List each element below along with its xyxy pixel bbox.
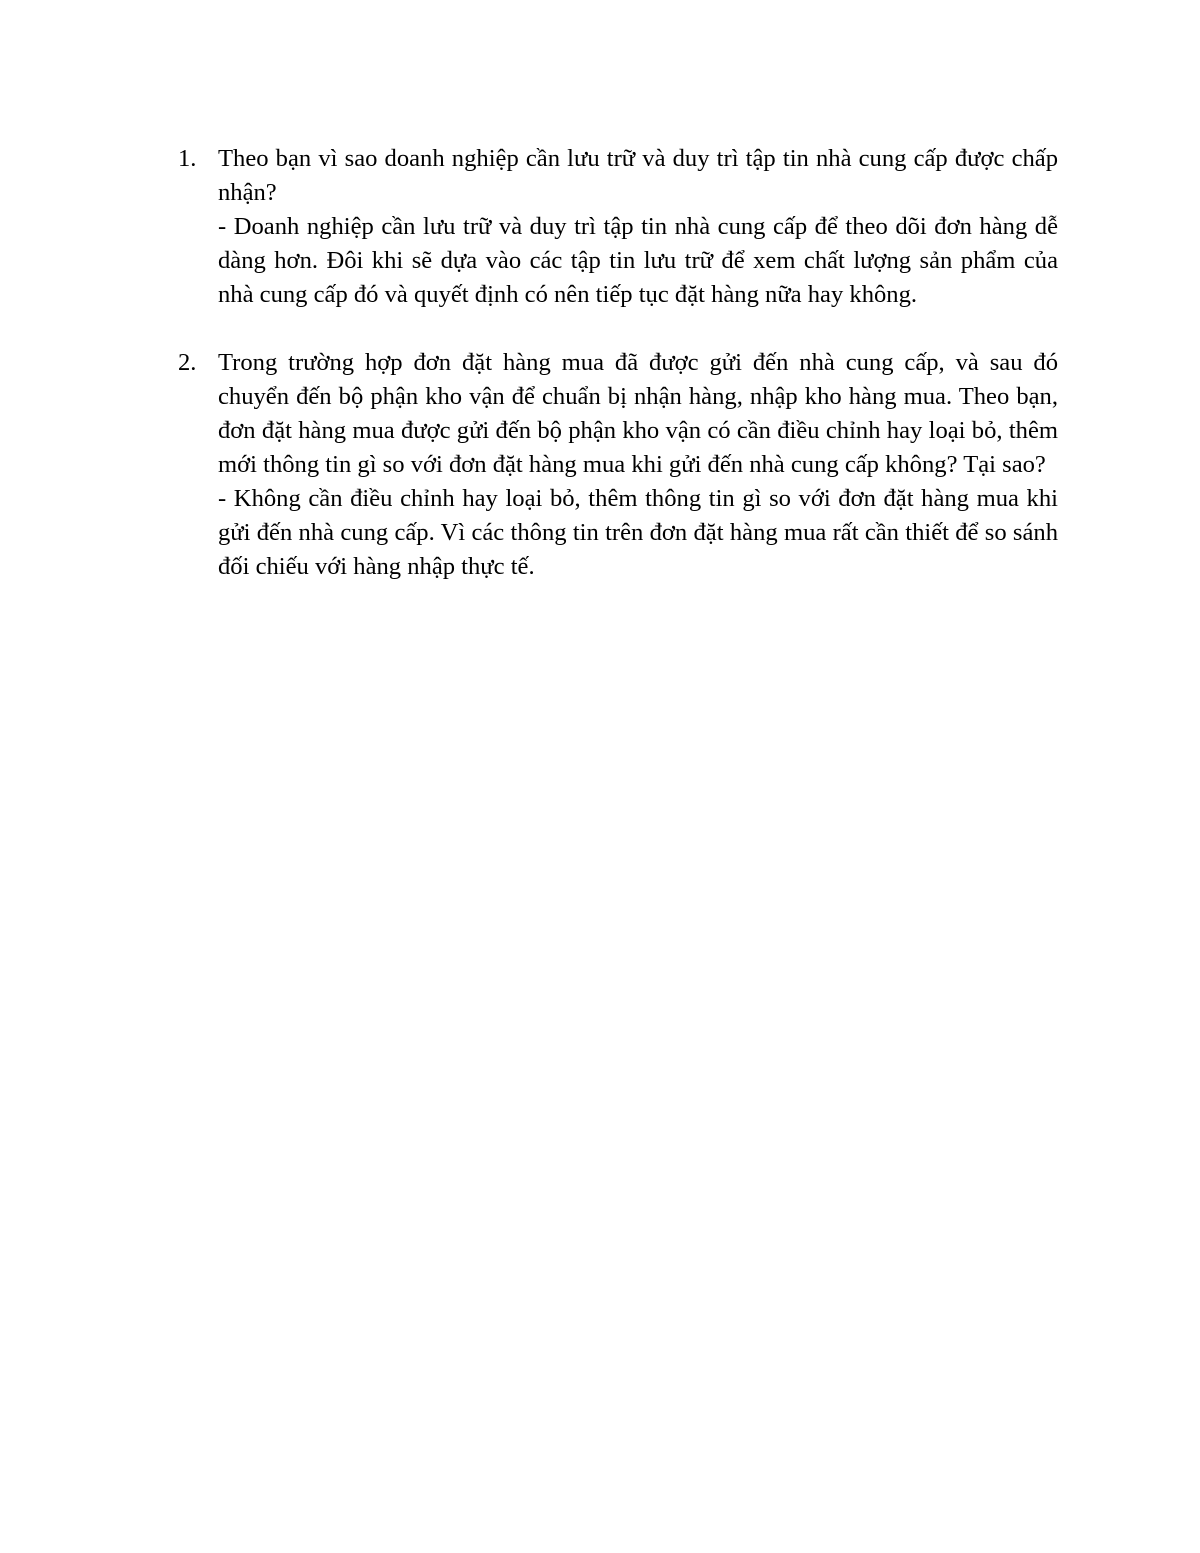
question-item-2 bbox=[178, 346, 1058, 584]
question-text: Trong trường hợp đơn đặt hàng mua đã được gửi đến nhà cung cấp, và sau đó chuyển đến bộ phận kho vận để chuẩn bị nhận hàng, nhập kho hàng mua. Theo bạn, đơn đặt hàng mua được gửi đến bộ phận kho vận có cần điều chỉnh hay loại bỏ, thêm mới thông tin gì so với đơn đặt hàng mua khi gửi đến nhà cung cấp không? Tại sao? bbox=[218, 349, 1058, 478]
question-list bbox=[178, 142, 1058, 584]
question-number: 2. bbox=[178, 349, 197, 376]
question-number: 1. bbox=[178, 145, 197, 172]
answer-text: - Không cần điều chỉnh hay loại bỏ, thêm thông tin gì so với đơn đặt hàng mua khi gửi đến nhà cung cấp. Vì các thông tin trên đơn đặt hàng mua rất cần thiết để so sánh đối chiếu với hàng nhập thực tế. bbox=[218, 485, 1058, 580]
question-text: Theo bạn vì sao doanh nghiệp cần lưu trữ và duy trì tập tin nhà cung cấp được chấp nhận? bbox=[218, 145, 1058, 206]
question-item-1 bbox=[178, 142, 1058, 312]
answer-text: - Doanh nghiệp cần lưu trữ và duy trì tập tin nhà cung cấp để theo dõi đơn hàng dễ dàng hơn. Đôi khi sẽ dựa vào các tập tin lưu trữ để xem chất lượng sản phẩm của nhà cung cấp đó và quyết định có nên tiếp tục đặt hàng nữa hay không. bbox=[218, 213, 1058, 308]
